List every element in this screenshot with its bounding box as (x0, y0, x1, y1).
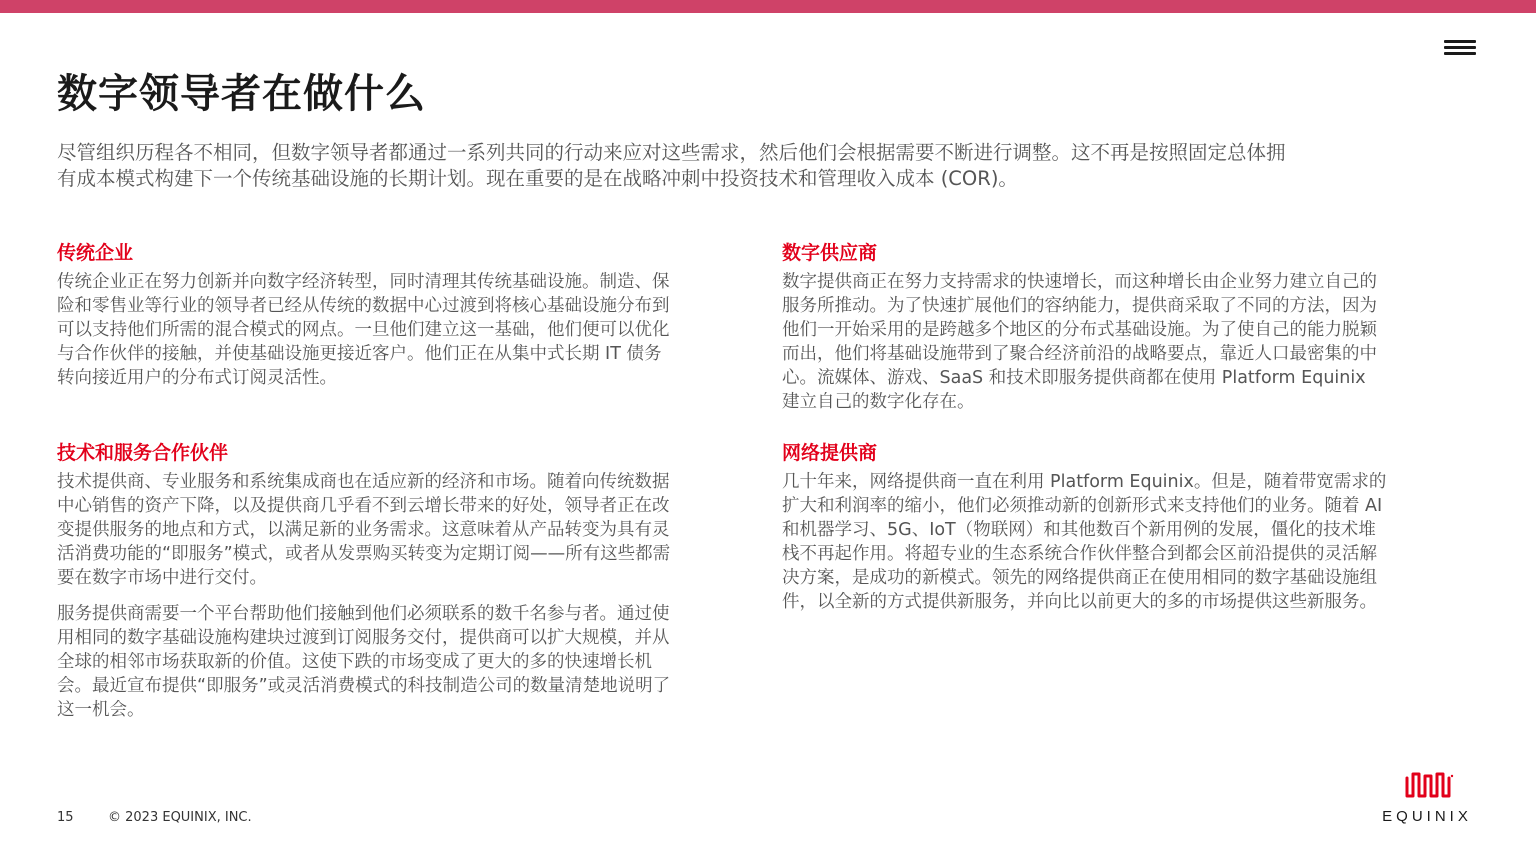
section-traditional-enterprise (57, 240, 672, 390)
section-heading: 传统企业 (57, 242, 134, 264)
equinix-logo-mark-icon (1404, 770, 1454, 802)
logo-wordmark: EQUINIX (1382, 808, 1472, 825)
section-paragraph: 技术提供商、专业服务和系统集成商也在适应新的经济和市场。随着向传统数据中心销售的资产下降，以及提供商几乎看不到云增长带来的好处，领导者正在改变提供服务的地点和方式，以满足新的业务需求。这意味着从产品转变为具有灵活消费功能的“即服务”模式，或者从发票购买转变为定期订阅——所有这些都需要在数字市场中进行交付。 (57, 472, 671, 588)
section-tech-service-partner (57, 440, 672, 722)
intro-paragraph: 尽管组织历程各不相同，但数字领导者都通过一系列共同的行动来应对这些需求，然后他们会根据需要不断进行调整。这不再是按照固定总体拥有成本模式构建下一个传统基础设施的长期计划。现在重要的是在战略冲刺中投资技术和管理收入成本 (COR)。 (57, 141, 1286, 190)
section-paragraph: 服务提供商需要一个平台帮助他们接触到他们必须联系的数千名参与者。通过使用相同的数字基础设施构建块过渡到订阅服务交付，提供商可以扩大规模，并从全球的相邻市场获取新的价值。这使下跌的市场变成了更大的多的快速增长机会。最近宣布提供“即服务”或灵活消费模式的科技制造公司的数量清楚地说明了这一机会。 (57, 604, 671, 720)
section-paragraph: 传统企业正在努力创新并向数字经济转型，同时清理其传统基础设施。制造、保险和零售业等行业的领导者已经从传统的数据中心过渡到将核心基础设施分布到可以支持他们所需的混合模式的网点。一旦他们建立这一基础，他们便可以优化与合作伙伴的接触，并使基础设施更接近客户。他们正在从集中式长期 IT 债务转向接近用户的分布式订阅灵活性。 (57, 272, 670, 388)
equinix-logo[interactable] (1372, 770, 1482, 830)
section-network-provider (782, 440, 1388, 614)
top-accent-bar (0, 0, 1536, 13)
section-heading: 技术和服务合作伙伴 (57, 442, 229, 464)
section-heading: 网络提供商 (782, 442, 878, 464)
page-number: 15 (57, 810, 74, 825)
section-paragraph: 几十年来，网络提供商一直在利用 Platform Equinix。但是，随着带宽需求的扩大和利润率的缩小，他们必须推动新的创新形式来支持他们的业务。随着 AI 和机器学习、5G、IoT（物联网）和其他数百个新用例的发展，僵化的技术堆栈不再起作用。将超专业的生态系统合作伙伴整合到都会区前沿提供的灵活解决方案，是成功的新模式。领先的网络提供商正在使用相同的数字基础设施组件，以全新的方式提供新服务，并向比以前更大的多的市场提供这些新服务。 (782, 472, 1387, 612)
section-paragraph: 数字提供商正在努力支持需求的快速增长，而这种增长由企业努力建立自己的服务所推动。为了快速扩展他们的容纳能力，提供商采取了不同的方法，因为他们一开始采用的是跨越多个地区的分布式基础设施。为了使自己的能力脱颖而出，他们将基础设施带到了聚合经济前沿的战略要点，靠近人口最密集的中心。流媒体、游戏、SaaS 和技术即服务提供商都在使用 Platform Equinix 建立自己的数字化存在。 (782, 272, 1377, 412)
section-digital-provider (782, 240, 1388, 414)
section-heading: 数字供应商 (782, 242, 878, 264)
copyright-text: © 2023 EQUINIX, INC. (108, 810, 252, 825)
page-title: 数字领导者在做什么 (57, 71, 426, 117)
hamburger-menu-icon[interactable] (1444, 40, 1476, 58)
